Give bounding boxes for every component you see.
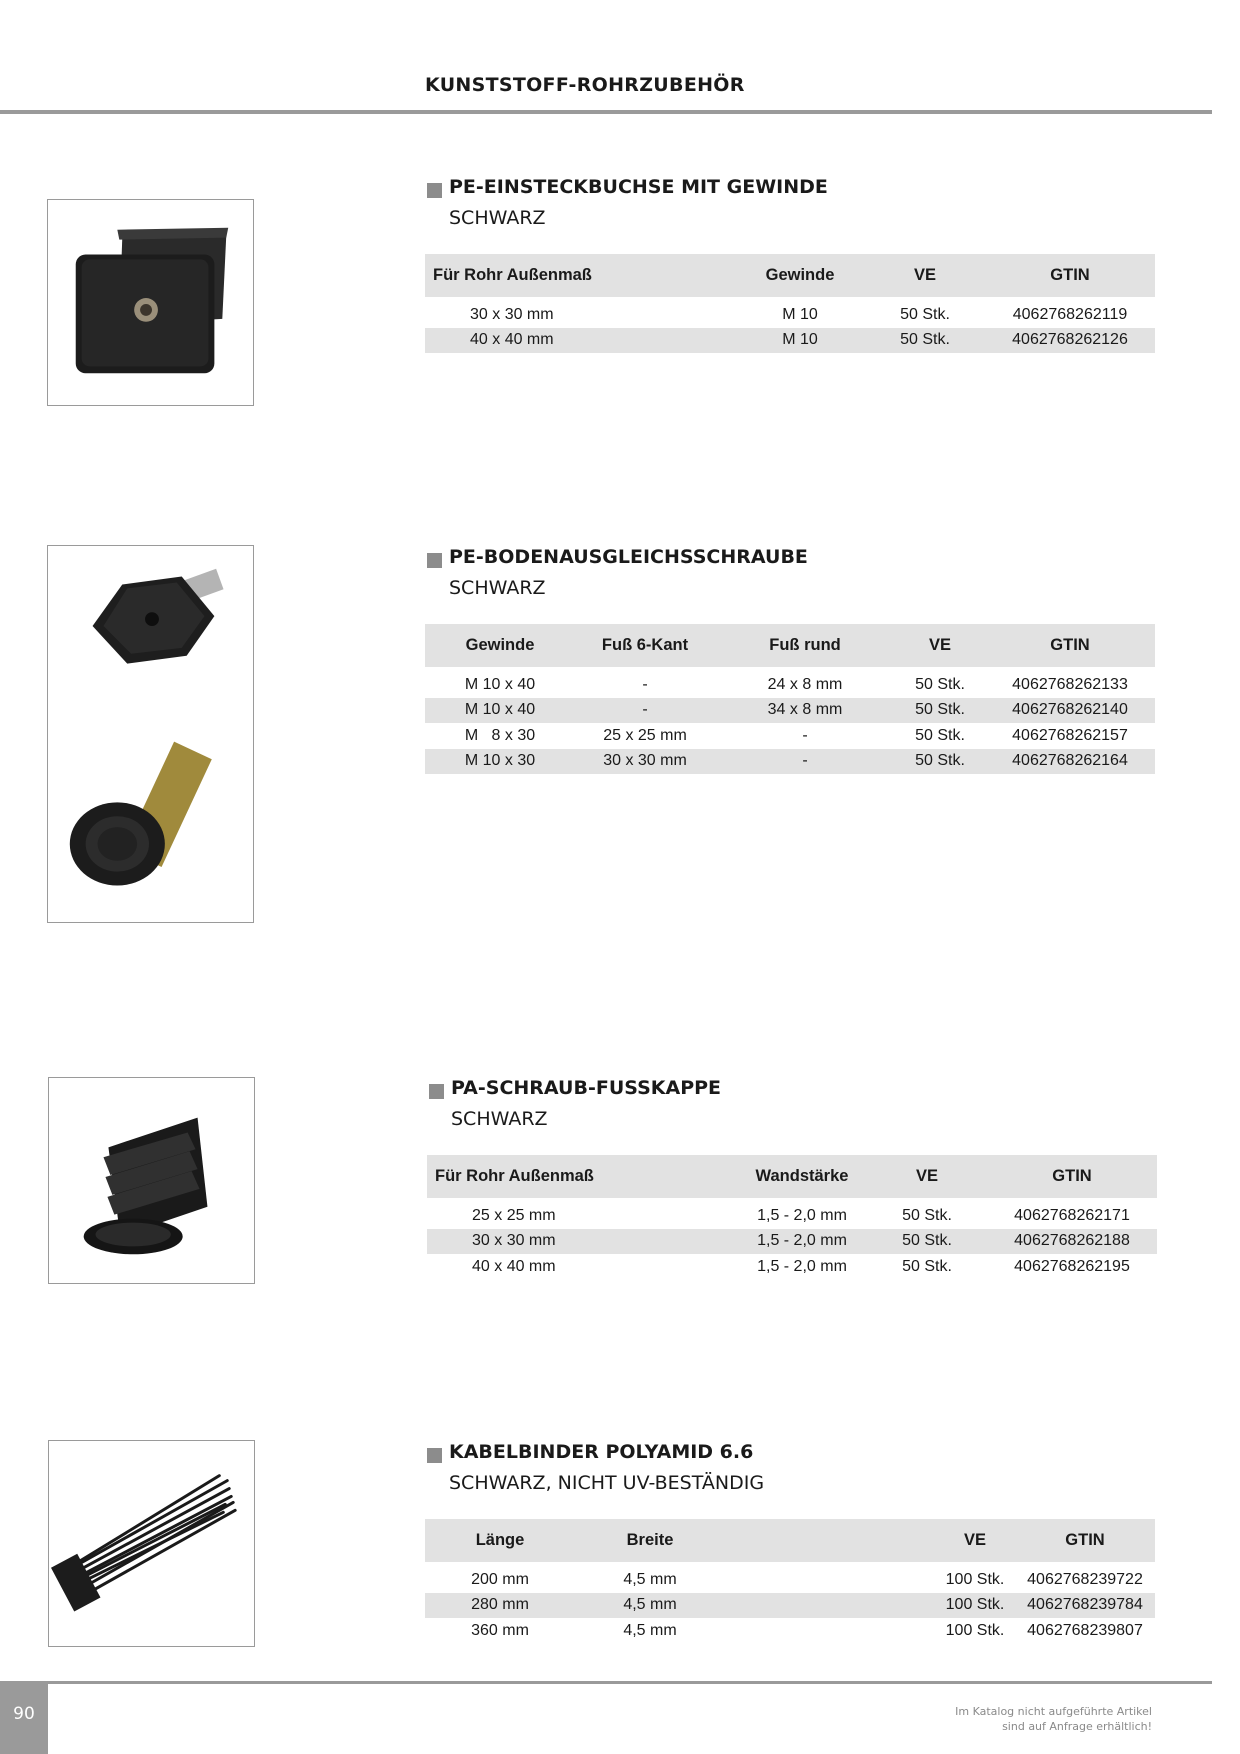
section-title: PE-BODENAUSGLEICHSSCHRAUBE xyxy=(449,546,808,568)
table-cell: 40 x 40 mm xyxy=(472,1257,556,1275)
section-subtitle: SCHWARZ xyxy=(449,207,546,229)
column-header: GTIN xyxy=(985,254,1155,297)
section-subtitle: SCHWARZ xyxy=(449,577,546,599)
table-cell: 4062768262126 xyxy=(985,328,1155,354)
page-header-title: KUNSTSTOFF-ROHRZUBEHÖR xyxy=(425,74,745,96)
table-cell: 50 Stk. xyxy=(895,698,985,724)
column-header: GTIN xyxy=(1015,1519,1155,1562)
table-row xyxy=(425,723,1155,749)
section-title: PA-SCHRAUB-FUSSKAPPE xyxy=(451,1077,722,1099)
table-cell: M 10 xyxy=(735,328,865,354)
table-cell: 50 Stk. xyxy=(915,675,965,693)
section-schraub-fusskappe xyxy=(427,1077,1157,1280)
table-cell: 360 mm xyxy=(471,1621,529,1639)
column-header: VE xyxy=(867,1155,987,1198)
table-cell: 4062768262157 xyxy=(1012,726,1128,744)
table-cell: 1,5 - 2,0 mm xyxy=(737,1229,867,1255)
table-cell: 40 x 40 mm xyxy=(425,328,735,354)
table-cell: 4062768262119 xyxy=(1012,305,1128,323)
table-cell: M 8 x 30 xyxy=(464,726,536,744)
column-header: Gewinde xyxy=(425,624,575,667)
table-cell: 4062768262188 xyxy=(987,1229,1157,1255)
column-header: Fuß rund xyxy=(715,624,895,667)
table-cell: 50 Stk. xyxy=(902,1206,952,1224)
footer-note-line: sind auf Anfrage erhältlich! xyxy=(1002,1720,1152,1733)
table-cell: 4062768239807 xyxy=(1027,1621,1143,1639)
section-bullet xyxy=(427,553,442,568)
table-row xyxy=(427,1203,1157,1229)
column-header: Für Rohr Außenmaß xyxy=(427,1155,737,1198)
table-cell xyxy=(725,1618,935,1644)
table-cell: 280 mm xyxy=(425,1593,575,1619)
footer-divider xyxy=(0,1681,1212,1684)
table-cell: 1,5 - 2,0 mm xyxy=(757,1257,847,1275)
table-cell: - xyxy=(802,726,808,744)
column-header: VE xyxy=(865,254,985,297)
table-row xyxy=(425,698,1155,724)
table-row xyxy=(425,328,1155,354)
product-image-kabelbinder xyxy=(48,1440,255,1647)
column-header: Wandstärke xyxy=(737,1155,867,1198)
table-cell xyxy=(725,1593,935,1619)
table-cell: 4062768239784 xyxy=(1015,1593,1155,1619)
table-cell: 4062768262140 xyxy=(985,698,1155,724)
column-header xyxy=(725,1519,935,1562)
header-divider xyxy=(0,110,1212,114)
product-image-einsteckbuchse xyxy=(47,199,254,406)
table-cell: 25 x 25 mm xyxy=(472,1206,556,1224)
table-row xyxy=(425,672,1155,698)
table-cell: 100 Stk. xyxy=(945,1570,1005,1588)
section-title: PE-EINSTECKBUCHSE MIT GEWINDE xyxy=(449,176,828,198)
table-cell: 30 x 30 mm xyxy=(470,305,554,323)
product-image-bodenausgleichsschraube xyxy=(47,545,254,923)
section-subtitle: SCHWARZ xyxy=(451,1108,548,1130)
table-cell: 50 Stk. xyxy=(900,305,950,323)
table-cell: 25 x 25 mm xyxy=(603,726,687,744)
spec-table xyxy=(425,624,1155,774)
table-header-row xyxy=(425,624,1155,667)
table-cell: 30 x 30 mm xyxy=(427,1229,737,1255)
spec-table xyxy=(425,1519,1155,1644)
section-bullet xyxy=(427,183,442,198)
table-cell: 4062768262164 xyxy=(985,749,1155,775)
table-cell: - xyxy=(575,698,715,724)
table-row xyxy=(425,302,1155,328)
column-header: GTIN xyxy=(987,1155,1157,1198)
table-cell: 4,5 mm xyxy=(623,1621,677,1639)
column-header: Breite xyxy=(575,1519,725,1562)
table-row xyxy=(425,1593,1155,1619)
table-cell: 4,5 mm xyxy=(575,1593,725,1619)
table-cell: 4062768262133 xyxy=(1012,675,1128,693)
section-kabelbinder xyxy=(425,1441,1155,1644)
table-cell: 34 x 8 mm xyxy=(715,698,895,724)
column-header: VE xyxy=(935,1519,1015,1562)
section-bodenausgleichsschraube xyxy=(425,546,1155,774)
product-image-schraub-fusskappe xyxy=(48,1077,255,1284)
section-einsteckbuchse xyxy=(425,176,1155,353)
table-cell: 1,5 - 2,0 mm xyxy=(757,1206,847,1224)
table-cell: 4062768262171 xyxy=(1014,1206,1130,1224)
spec-table xyxy=(425,254,1155,353)
table-cell: 4062768239722 xyxy=(1027,1570,1143,1588)
table-cell: - xyxy=(642,675,648,693)
table-cell: 4,5 mm xyxy=(623,1570,677,1588)
table-row xyxy=(425,1567,1155,1593)
footer-note-line: Im Katalog nicht aufgeführte Artikel xyxy=(955,1705,1152,1718)
section-bullet xyxy=(429,1084,444,1099)
column-header: Länge xyxy=(425,1519,575,1562)
table-cell: 100 Stk. xyxy=(945,1621,1005,1639)
table-cell: M 10 x 30 xyxy=(425,749,575,775)
table-cell: 50 Stk. xyxy=(865,328,985,354)
section-title: KABELBINDER POLYAMID 6.6 xyxy=(449,1441,754,1463)
section-subtitle: SCHWARZ, NICHT UV-BESTÄNDIG xyxy=(449,1472,765,1494)
spec-table xyxy=(427,1155,1157,1280)
column-header: Fuß 6-Kant xyxy=(575,624,715,667)
column-header: Gewinde xyxy=(735,254,865,297)
table-cell: - xyxy=(715,749,895,775)
column-header: VE xyxy=(895,624,985,667)
table-cell: 24 x 8 mm xyxy=(767,675,843,693)
footer-note xyxy=(955,1704,1152,1734)
table-cell: M 10 x 40 xyxy=(464,675,536,693)
table-cell: M 10 xyxy=(782,305,818,323)
section-bullet xyxy=(427,1448,442,1463)
table-row xyxy=(425,749,1155,775)
table-cell: 4062768262195 xyxy=(1014,1257,1130,1275)
table-cell: M 10 x 40 xyxy=(425,698,575,724)
table-cell: 50 Stk. xyxy=(867,1229,987,1255)
table-cell: 50 Stk. xyxy=(915,726,965,744)
table-cell: 100 Stk. xyxy=(935,1593,1015,1619)
table-cell xyxy=(725,1567,935,1593)
column-header: Für Rohr Außenmaß xyxy=(425,254,735,297)
column-header: GTIN xyxy=(985,624,1155,667)
table-row xyxy=(425,1618,1155,1644)
table-cell: 50 Stk. xyxy=(902,1257,952,1275)
table-header-row xyxy=(425,1519,1155,1562)
table-cell: 200 mm xyxy=(471,1570,529,1588)
table-cell: 50 Stk. xyxy=(895,749,985,775)
table-row xyxy=(427,1254,1157,1280)
table-row xyxy=(427,1229,1157,1255)
table-header-row xyxy=(425,254,1155,297)
table-header-row xyxy=(427,1155,1157,1198)
page-number: 90 xyxy=(13,1704,35,1724)
table-cell: 30 x 30 mm xyxy=(575,749,715,775)
